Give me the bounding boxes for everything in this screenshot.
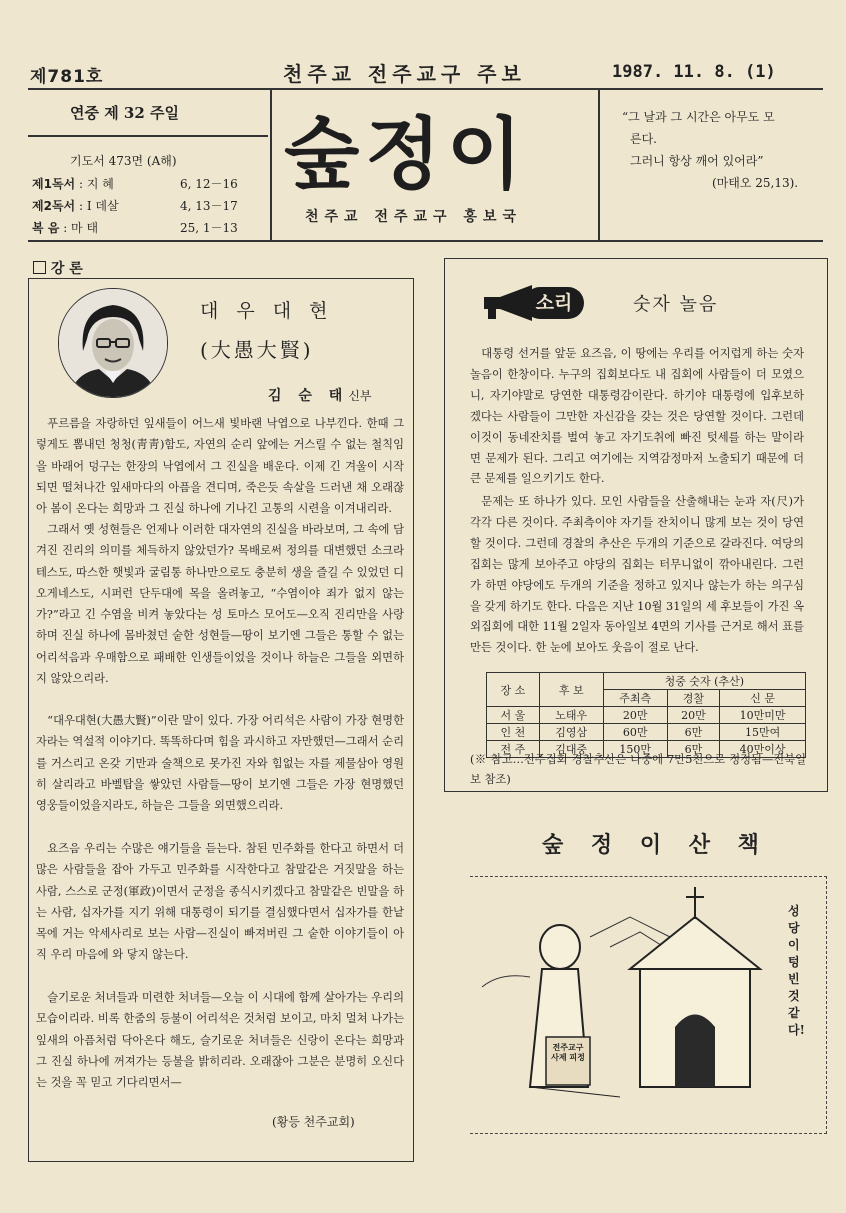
table-cell: 전 주 [487,741,540,758]
editorial-footer: (황등 천주교회) [272,1115,355,1129]
table-note: (※ 참고…전주집회 경찰추산은 나중에 7만5천으로 정정됨—전북일보 참조) [470,753,806,786]
table-row [487,707,806,724]
table-cell: 김대중 [539,741,603,758]
reading-label: 제1독서 [32,177,76,191]
editorial-paragraph: 요즈음 우리는 수많은 얘기들을 듣는다. 참된 민주화를 한다고 하면서 더 많은 사람들을 잡아 가두고 민주화를 시작한다고 참말같은 거짓말을 하는 사람, 스스로 군정(軍政)이면서 군정을 종식시키겠다고 참말같은 빈말을 하는 사람, 십자가를 지기 위해 대통령이 되기를 결심했다면서 십자가를 한낱 목에 거는 악세사리로 보는 사람—진실이 빠져버린 그 숱한 이야기들이 아직 우리 마음에 와 닿지 않는다. [36,842,404,962]
liturgical-week: 연중 제 32 주일 [70,104,179,122]
reading-3 [32,219,262,236]
table-cell: 10만미만 [720,707,806,724]
editorial-paragraph: 푸르름을 자랑하던 잎새들이 어느새 빛바랜 낙엽으로 나부낀다. 한때 그렇게도 뽐내던 청청(靑靑)함도, 자연의 순리 앞에는 거스릴 수 없는 철칙임을 바래어 덩구는 한장의 낙엽에서 그 진실을 배운다. 이제 긴 겨울이 시작되면 떨쳐나간 잎새마다의 아픔을 견디며, 죽은듯 속살을 드러낸 채 오래잖아 봄이 온다는 희망과 그 진실 하나에 기나긴 고통의 시련을 이겨내리라. [36,417,404,516]
paper-name: 천주교 전주교구 주보 [283,62,526,86]
sori-title: 숫자 놀음 [633,294,719,315]
editorial-section [33,258,83,278]
church-cartoon-icon [470,877,826,1133]
quote-line: 른다. [630,132,657,146]
stroll-title: 숲 정 이 산 책 [542,832,769,858]
header-divider-left [270,90,272,240]
sori-body [470,344,804,680]
header-bottom-rule [28,240,823,242]
author-name: 김 순 태 [268,388,349,404]
header-divider-right [598,90,600,240]
reading-1 [32,175,262,192]
editorial-paragraph: “대우대현(大愚大賢)”이란 말이 있다. 가장 어리석은 사람이 가장 현명한 자라는 역설적 이야기다. 똑똑하다며 힘을 과시하고 자만했던—그래서 순리를 거스리고 온갖 기만과 술책으로 못가진 자와 힘없는 자를 제물삼아 영원히 살리라고 바벨탑을 쌓았던 사람들—땅이 보기엔 그들은 가장 현명했던 영웅들이었을지라도, 하늘은 그들을 외면했으리라. [36,714,404,813]
table-cell: 60만 [603,724,667,741]
reading-book: : I 데살 [78,199,119,213]
sori-paragraph: 대통령 선거를 앞둔 요즈음, 이 땅에는 우리를 어지럽게 하는 숫자놀음이 한창이다. 누구의 집회보다도 내 집회에 사람들이 더 모였으니, 자기야말로 당연한 대통령감이란다. 하기야 대통령에 입후보하겠다는 사람들이 그만한 자신감을 갖는 것은 당연할 것이다. 그런데 이것이 동네잔치를 벌여 놓고 자기도취에 빠진 텃세를 하는 말이라면 문제가 된다. 그리고 여기에는 지역감정마저 노출되기 때문에 더 큰 문제를 일으키기도 한다. [470,347,804,486]
table-cell: 15만여 [720,724,806,741]
quote-line: 그러니 항상 깨어 있어라” [630,154,764,168]
table-cell: 서 울 [487,707,540,724]
crowd-table [486,672,806,758]
reading-label: 복 음 [32,221,60,235]
scripture-quote [622,106,832,194]
table-cell: 6만 [667,724,720,741]
prayer-book-ref: 기도서 473면 (A해) [70,154,177,168]
reading-ref: 6, 12－16 [180,177,238,191]
table-header: 신 문 [720,690,806,707]
table-header: 주최측 [603,690,667,707]
table-cell: 40만이상 [720,741,806,758]
issue-date: 1987. 11. 8. (1) [612,62,776,82]
portrait-icon [59,289,167,397]
reading-book: : 마 태 [63,221,99,235]
checkbox-square-icon [33,261,46,274]
cartoon-caption: 성당이 텅 빈것 같다! [788,904,805,1037]
table-row [487,724,806,741]
table-header: 장 소 [487,673,540,707]
editorial-body [36,413,404,1115]
sori-label: 소리 [524,287,584,319]
reading-2 [32,197,262,214]
table-cell: 인 천 [487,724,540,741]
header-rule [28,88,823,90]
issue-number: 제781호 [30,67,104,87]
quote-source: (마태오 25,13). [712,176,799,190]
reading-ref: 4, 13－17 [180,199,238,213]
author-title: 신부 [348,389,372,403]
reading-label: 제2독서 [32,199,76,213]
table-cell: 6만 [667,741,720,758]
liturgy-rule [28,135,268,137]
editorial-author [268,385,372,405]
editorial-paragraph: 그래서 옛 성현들은 언제나 이러한 대자연의 진실을 바라보며, 그 속에 담겨진 진리의 의미를 체득하지 않았던가? 목배로써 정의를 대변했던 소크라테스도, 따스한 햇빛과 굴림통 하나만으로도 충분히 생을 즐길 수 있었던 디오게네스도, 시퍼런 단두대에 목을 올려놓고, “수염이야 죄가 없지 않는가?”라고 긴 수염을 비켜 놓았다는 성 토마스 모어도—오직 진리만을 사랑하며 진실 하나에 몸바쳤던 숱한 성현들—땅이 보기엔 그들은 통할 수 없는 어리석음과 우매함으로 패배한 인생들이었을 것이나 하늘은 그들을 외면하지 않았으리라. [36,523,404,686]
table-cell: 20만 [667,707,720,724]
quote-line: “그 날과 그 시간은 아무도 모 [622,110,775,124]
cartoon-frame [470,876,827,1134]
sori-paragraph: 문제는 또 하나가 있다. 모인 사람들을 산출해내는 눈과 자(尺)가 각각 다른 것이다. 주최측이야 자기들 잔치이니 많게 보는 것이 당연할 것이다. 그런데 경찰의 추산은 두개의 기준으로 갈라진다. 여당의 집회는 많게 보아주고 야당의 집회는 터무니없이 깎아내린다. 그런가 하면 야당에도 두개의 기준을 정하고 있지나 않는가 하는 의구심을 갖게 하기도 한다. 다음은 지난 10월 31일의 세 후보들이 가진 옥외집회에 대한 11월 2일자 동아일보 4면의 기사를 근거로 해서 표를 만든 것이다. 한 눈에 보아도 웃음이 절로 난다. [470,495,804,655]
table-header: 후 보 [539,673,603,707]
section-label: 강 론 [50,261,83,277]
table-header: 청중 숫자 (추산) [603,673,805,690]
table-header: 경찰 [667,690,720,707]
cartoon-sign: 전주교구 사제 피정 [551,1042,585,1062]
editorial-title-hanja: (大愚大賢) [200,338,314,362]
table-cell: 김영삼 [539,724,603,741]
editorial-title: 대 우 대 현 [200,300,334,322]
table-cell: 150만 [603,741,667,758]
author-photo [58,288,168,398]
table-cell: 노태우 [539,707,603,724]
editorial-paragraph: 슬기로운 처녀들과 미련한 처녀들—오늘 이 시대에 함께 살아가는 우리의 모습이리라. 비록 한줌의 등불이 어리석은 것처럼 보이고, 마치 멀쳐 나가는 잎새의 아픔처럼 닥아온다 해도, 슬기로운 처녀들은 신랑이 온다는 희망과 그 진실 하나에 꺼져가는 등불을 밝히리라. 오래잖아 그분은 분명히 오신다는 것을 꼭 믿고 기다리면서— [36,991,404,1090]
reading-ref: 25, 1－13 [180,221,238,235]
sori-badge [480,283,590,323]
reading-book: : 지 혜 [78,177,114,191]
publisher: 천주교 전주교구 홍보국 [305,209,522,225]
table-cell: 20만 [603,707,667,724]
masthead-title: 숲정이 [284,110,529,200]
